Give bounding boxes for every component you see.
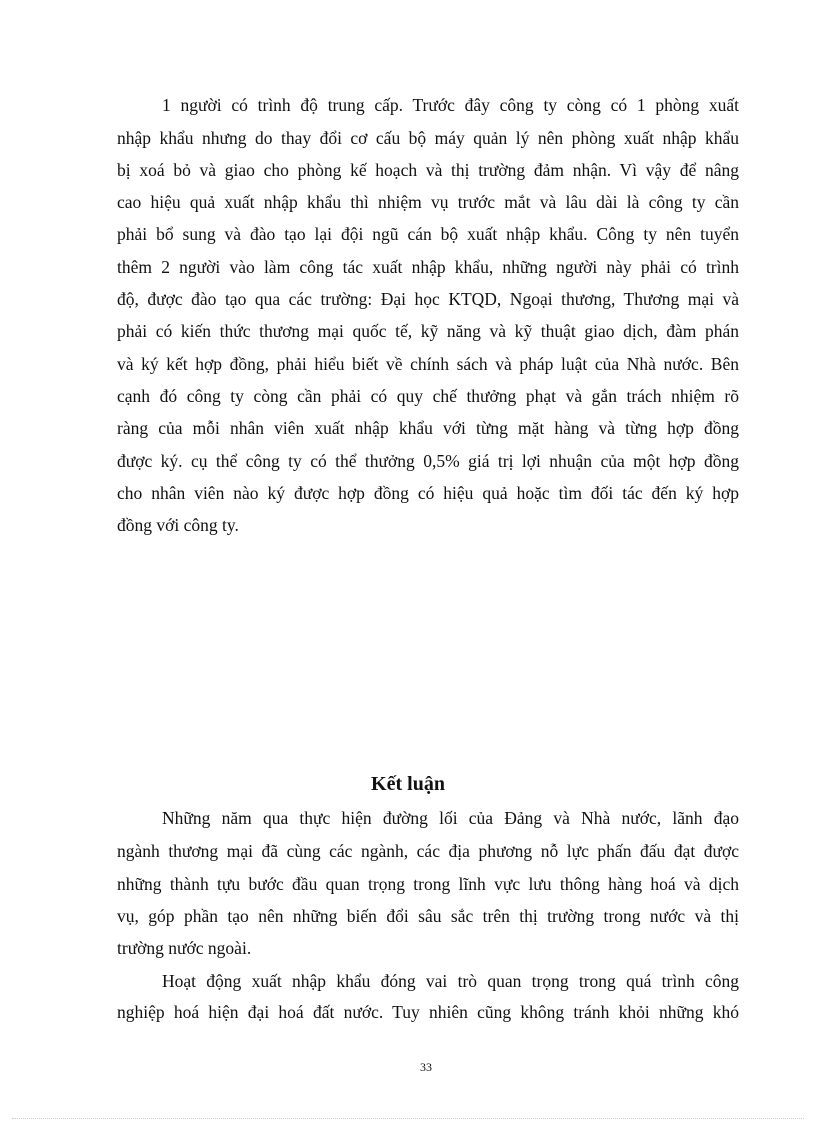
body-text-line: và ký kết hợp đồng, phải hiểu biết về chính sách và pháp luật của Nhà nước. Bên (117, 354, 739, 374)
body-text-line: phải có kiến thức thương mại quốc tế, kỹ năng và kỹ thuật giao dịch, đàm phán (117, 321, 739, 341)
body-text-line: phải bổ sung và đào tạo lại đội ngũ cán bộ xuất nhập khẩu. Công ty nên tuyển (117, 224, 739, 244)
body-text-line: đồng với công ty. (117, 515, 239, 535)
body-text-line: nhập khẩu nhưng do thay đổi cơ cấu bộ máy quản lý nên phòng xuất nhập khẩu (117, 128, 739, 148)
body-text-line: độ, được đào tạo qua các trường: Đại học KTQD, Ngoại thương, Thương mại và (117, 289, 739, 309)
page-number: 33 (420, 1060, 432, 1074)
body-text-line: nghiệp hoá hiện đại hoá đất nước. Tuy nhiên cũng không tránh khỏi những khó (117, 1002, 739, 1022)
body-text-line: ràng của mỗi nhân viên xuất nhập khẩu với từng mặt hàng và từng hợp đồng (117, 418, 739, 438)
body-text-line: những thành tựu bước đầu quan trọng trong lĩnh vực lưu thông hàng hoá và dịch (117, 874, 739, 894)
body-text-line: bị xoá bỏ và giao cho phòng kế hoạch và thị trường đảm nhận. Vì vậy để nâng (117, 160, 739, 180)
body-text-line: ngành thương mại đã cùng các ngành, các địa phương nỗ lực phấn đấu đạt được (117, 841, 739, 861)
body-text-line: trường nước ngoài. (117, 938, 252, 958)
body-text-line: cho nhân viên nào ký được hợp đồng có hiệu quả hoặc tìm đối tác đến ký hợp (117, 483, 739, 503)
body-text-line: được ký. cụ thể công ty có thể thưởng 0,5% giá trị lợi nhuận của một hợp đồng (117, 451, 739, 471)
body-text-line: vụ, góp phần tạo nên những biến đổi sâu sắc trên thị trường trong nước và thị (117, 906, 739, 926)
body-text-line: thêm 2 người vào làm công tác xuất nhập khẩu, những người này phải có trình (117, 257, 739, 277)
body-text-line: cạnh đó công ty còng cần phải có quy chế thưởng phạt và gắn trách nhiệm rõ (117, 386, 739, 406)
section-heading: Kết luận (371, 773, 445, 795)
body-text-line: 1 người có trình độ trung cấp. Trước đây công ty còng có 1 phòng xuất (162, 95, 739, 115)
body-text-line: Hoạt động xuất nhập khẩu đóng vai trò quan trọng trong quá trình công (162, 971, 739, 991)
page-bottom-divider (12, 1118, 804, 1119)
body-text-line: Những năm qua thực hiện đường lối của Đảng và Nhà nước, lãnh đạo (162, 808, 739, 828)
body-text-line: cao hiệu quả xuất nhập khẩu thì nhiệm vụ trước mắt và lâu dài là công ty cần (117, 192, 739, 212)
